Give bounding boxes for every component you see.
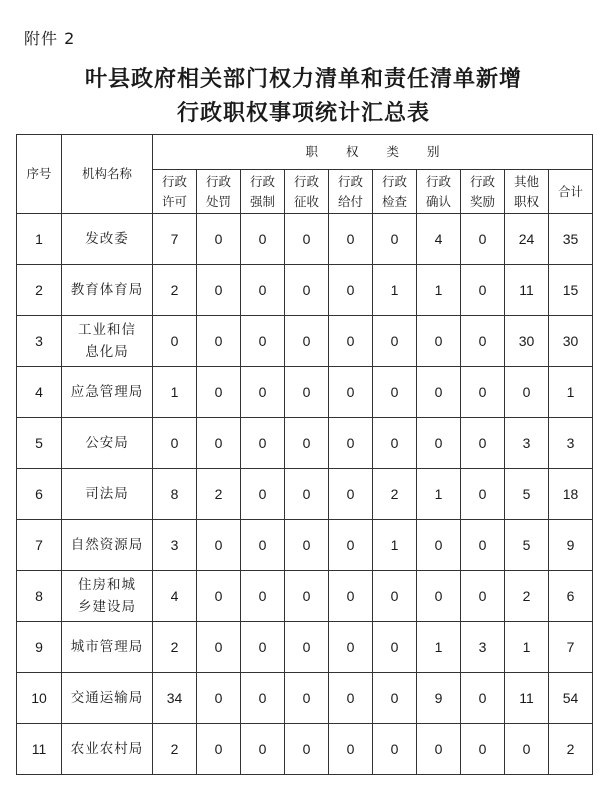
row-value: 3 [461, 622, 505, 673]
header-column: 行政确认 [417, 170, 461, 214]
header-org-name: 机构名称 [62, 135, 153, 214]
row-value: 0 [241, 724, 285, 775]
row-value: 0 [241, 469, 285, 520]
row-value: 34 [153, 673, 197, 724]
row-value: 3 [153, 520, 197, 571]
row-value: 0 [197, 214, 241, 265]
row-value: 3 [549, 418, 593, 469]
table-row [17, 724, 593, 775]
document-title-line2: 行政职权事项统计汇总表 [176, 101, 430, 126]
row-value: 0 [329, 418, 373, 469]
row-value: 0 [329, 724, 373, 775]
table-row [17, 367, 593, 418]
row-value: 0 [153, 316, 197, 367]
row-value: 0 [417, 316, 461, 367]
header-column: 行政给付 [329, 170, 373, 214]
row-value: 0 [241, 520, 285, 571]
row-value: 1 [373, 520, 417, 571]
row-value: 0 [197, 418, 241, 469]
row-value: 0 [241, 673, 285, 724]
row-value: 0 [461, 571, 505, 622]
row-value: 0 [373, 724, 417, 775]
row-value: 7 [549, 622, 593, 673]
row-seq: 5 [17, 418, 62, 469]
row-value: 0 [197, 673, 241, 724]
row-value: 0 [373, 418, 417, 469]
header-column: 合计 [549, 170, 593, 214]
row-value: 0 [461, 724, 505, 775]
row-value: 11 [505, 673, 549, 724]
table-row [17, 418, 593, 469]
row-value: 0 [373, 214, 417, 265]
row-org-name: 发改委 [62, 214, 153, 265]
attachment-label: 附件 2 [24, 29, 76, 48]
row-value: 0 [285, 622, 329, 673]
row-value: 0 [505, 367, 549, 418]
row-value: 0 [329, 214, 373, 265]
row-value: 0 [329, 622, 373, 673]
row-value: 0 [461, 265, 505, 316]
header-column: 行政强制 [241, 170, 285, 214]
row-value: 1 [549, 367, 593, 418]
row-org-name: 交通运输局 [62, 673, 153, 724]
row-value: 0 [241, 265, 285, 316]
header-column: 行政检查 [373, 170, 417, 214]
table-row [17, 214, 593, 265]
row-value: 0 [197, 622, 241, 673]
table-row [17, 673, 593, 724]
row-org-name: 住房和城乡建设局 [62, 571, 153, 622]
table-row [17, 571, 593, 622]
row-seq: 1 [17, 214, 62, 265]
header-category: 职权类别 [153, 135, 593, 170]
row-value: 0 [461, 418, 505, 469]
row-value: 0 [241, 367, 285, 418]
row-value: 4 [417, 214, 461, 265]
header-column: 行政处罚 [197, 170, 241, 214]
row-value: 0 [197, 367, 241, 418]
row-value: 24 [505, 214, 549, 265]
row-value: 0 [285, 418, 329, 469]
row-value: 3 [505, 418, 549, 469]
row-value: 0 [329, 571, 373, 622]
row-value: 35 [549, 214, 593, 265]
row-value: 0 [373, 316, 417, 367]
row-value: 30 [549, 316, 593, 367]
row-seq: 2 [17, 265, 62, 316]
row-value: 5 [505, 520, 549, 571]
row-value: 1 [505, 622, 549, 673]
row-value: 0 [241, 622, 285, 673]
row-value: 0 [417, 418, 461, 469]
row-seq: 11 [17, 724, 62, 775]
row-seq: 6 [17, 469, 62, 520]
row-value: 0 [417, 571, 461, 622]
row-value: 0 [461, 469, 505, 520]
row-value: 0 [329, 469, 373, 520]
table-row [17, 265, 593, 316]
row-seq: 8 [17, 571, 62, 622]
row-value: 0 [373, 622, 417, 673]
row-value: 0 [461, 520, 505, 571]
row-value: 2 [153, 622, 197, 673]
row-org-name: 司法局 [62, 469, 153, 520]
row-value: 0 [417, 724, 461, 775]
row-value: 7 [153, 214, 197, 265]
row-value: 2 [153, 265, 197, 316]
table-row [17, 316, 593, 367]
header-column: 行政奖励 [461, 170, 505, 214]
row-value: 0 [241, 214, 285, 265]
table-row [17, 520, 593, 571]
row-seq: 9 [17, 622, 62, 673]
row-value: 0 [285, 367, 329, 418]
row-value: 0 [285, 673, 329, 724]
row-value: 1 [373, 265, 417, 316]
row-value: 5 [505, 469, 549, 520]
row-value: 0 [461, 673, 505, 724]
row-value: 0 [241, 571, 285, 622]
row-org-name: 农业农村局 [62, 724, 153, 775]
row-value: 0 [329, 520, 373, 571]
row-value: 1 [153, 367, 197, 418]
row-value: 8 [153, 469, 197, 520]
row-value: 11 [505, 265, 549, 316]
row-seq: 3 [17, 316, 62, 367]
header-seq: 序号 [17, 135, 62, 214]
row-value: 0 [505, 724, 549, 775]
row-value: 9 [549, 520, 593, 571]
row-value: 30 [505, 316, 549, 367]
row-value: 0 [197, 265, 241, 316]
header-column: 其他职权 [505, 170, 549, 214]
row-value: 18 [549, 469, 593, 520]
row-value: 1 [417, 265, 461, 316]
row-value: 0 [461, 214, 505, 265]
row-value: 4 [153, 571, 197, 622]
row-org-name: 城市管理局 [62, 622, 153, 673]
row-value: 54 [549, 673, 593, 724]
row-value: 0 [241, 316, 285, 367]
header-column: 行政许可 [153, 170, 197, 214]
document-title-line1: 叶县政府相关部门权力清单和责任清单新增 [84, 67, 522, 92]
row-value: 0 [285, 520, 329, 571]
row-org-name: 教育体育局 [62, 265, 153, 316]
row-value: 0 [197, 316, 241, 367]
row-value: 0 [197, 571, 241, 622]
row-value: 1 [417, 622, 461, 673]
row-value: 0 [461, 316, 505, 367]
row-value: 9 [417, 673, 461, 724]
row-value: 0 [461, 367, 505, 418]
row-value: 0 [373, 367, 417, 418]
row-value: 15 [549, 265, 593, 316]
row-value: 0 [285, 265, 329, 316]
row-org-name: 公安局 [62, 418, 153, 469]
row-value: 0 [153, 418, 197, 469]
row-value: 0 [417, 520, 461, 571]
row-value: 2 [505, 571, 549, 622]
row-value: 6 [549, 571, 593, 622]
row-value: 0 [241, 418, 285, 469]
row-org-name: 工业和信息化局 [62, 316, 153, 367]
row-value: 0 [329, 673, 373, 724]
row-value: 0 [417, 367, 461, 418]
row-seq: 10 [17, 673, 62, 724]
row-value: 0 [329, 265, 373, 316]
row-value: 0 [329, 316, 373, 367]
row-value: 0 [285, 724, 329, 775]
row-value: 0 [373, 571, 417, 622]
row-value: 2 [153, 724, 197, 775]
row-value: 0 [285, 571, 329, 622]
table-row [17, 622, 593, 673]
row-value: 0 [197, 520, 241, 571]
header-column: 行政征收 [285, 170, 329, 214]
row-seq: 4 [17, 367, 62, 418]
row-value: 2 [549, 724, 593, 775]
row-value: 1 [417, 469, 461, 520]
statistics-table [16, 134, 593, 775]
row-value: 0 [285, 214, 329, 265]
row-org-name: 自然资源局 [62, 520, 153, 571]
row-value: 0 [197, 724, 241, 775]
row-value: 0 [285, 316, 329, 367]
table-row [17, 469, 593, 520]
row-value: 0 [329, 367, 373, 418]
row-value: 0 [373, 673, 417, 724]
row-value: 2 [373, 469, 417, 520]
row-org-name: 应急管理局 [62, 367, 153, 418]
row-value: 2 [197, 469, 241, 520]
row-value: 0 [285, 469, 329, 520]
row-seq: 7 [17, 520, 62, 571]
